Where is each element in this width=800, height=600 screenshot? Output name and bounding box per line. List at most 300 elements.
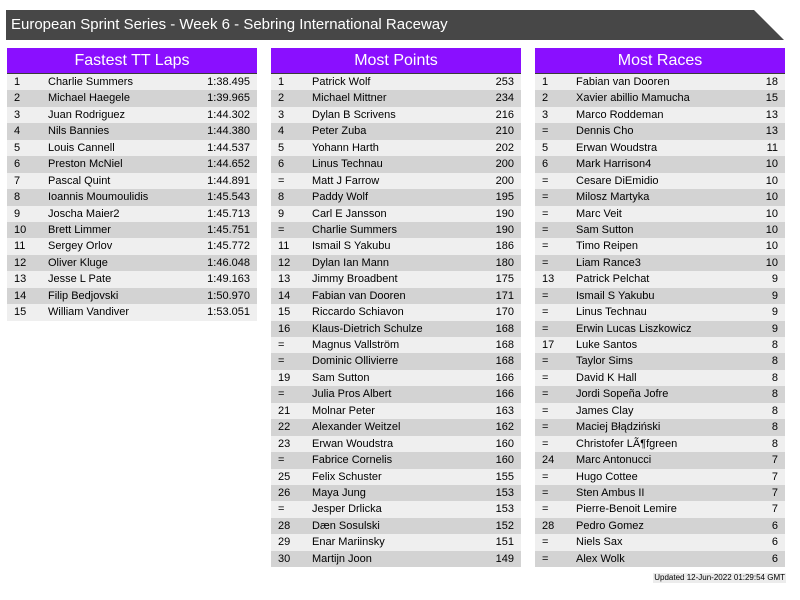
position-cell: = [542, 355, 549, 368]
driver-name-cell: Paddy Wolf [312, 191, 369, 204]
table-row [535, 419, 785, 435]
driver-name-cell: Marc Veit [576, 207, 622, 220]
value-cell: 7 [771, 503, 778, 516]
position-cell: = [542, 125, 549, 138]
driver-name-cell: Erwin Lucas Liszkowicz [576, 322, 692, 335]
value-cell: 10 [765, 240, 778, 253]
driver-name-cell: Jimmy Broadbent [312, 273, 398, 286]
position-cell: 6 [278, 158, 285, 171]
value-cell: 175 [495, 273, 514, 286]
value-cell: 13 [765, 125, 778, 138]
position-cell: 11 [14, 240, 26, 253]
value-cell: 163 [495, 404, 514, 417]
driver-name-cell: Dylan Ian Mann [312, 256, 390, 269]
position-cell: 14 [278, 289, 291, 302]
value-cell: 8 [771, 371, 778, 384]
position-cell: = [542, 437, 549, 450]
table-row [271, 386, 521, 402]
fastest-laps-heading: Fastest TT Laps [7, 48, 257, 74]
value-cell: 13 [765, 108, 778, 121]
table-row [535, 518, 785, 534]
most-points-panel [271, 48, 521, 567]
position-cell: 12 [278, 256, 291, 269]
table-row [271, 156, 521, 172]
table-row [7, 173, 257, 189]
value-cell: 1:44.380 [207, 125, 250, 138]
value-cell: 10 [765, 191, 778, 204]
position-cell: 6 [14, 158, 21, 171]
value-cell: 168 [495, 322, 514, 335]
table-row [271, 353, 521, 369]
table-row [535, 469, 785, 485]
driver-name-cell: Sam Sutton [312, 371, 370, 384]
driver-name-cell: Liam Rance3 [576, 256, 641, 269]
position-cell: = [542, 207, 549, 220]
driver-name-cell: David K Hall [576, 371, 637, 384]
position-cell: 3 [14, 108, 21, 121]
position-cell: 4 [14, 125, 21, 138]
driver-name-cell: Pedro Gomez [576, 519, 644, 532]
table-row [535, 534, 785, 550]
value-cell: 15 [765, 92, 778, 105]
position-cell: = [542, 536, 549, 549]
position-cell: = [278, 223, 285, 236]
table-row [535, 353, 785, 369]
table-row [535, 107, 785, 123]
value-cell: 1:44.652 [207, 158, 250, 171]
driver-name-cell: Xavier abillio Mamucha [576, 92, 690, 105]
table-row [535, 452, 785, 468]
driver-name-cell: Felix Schuster [312, 470, 382, 483]
value-cell: 149 [495, 552, 514, 565]
table-row [271, 469, 521, 485]
table-row [7, 74, 257, 90]
position-cell: = [542, 371, 549, 384]
driver-name-cell: Brett Limmer [48, 223, 111, 236]
driver-name-cell: Louis Cannell [48, 141, 115, 154]
value-cell: 160 [495, 454, 514, 467]
value-cell: 153 [495, 486, 514, 499]
position-cell: = [278, 503, 285, 516]
table-row [271, 189, 521, 205]
position-cell: = [542, 486, 549, 499]
driver-name-cell: Jesse L Pate [48, 273, 112, 286]
position-cell: = [278, 388, 285, 401]
value-cell: 10 [765, 256, 778, 269]
table-row [7, 90, 257, 106]
position-cell: 9 [278, 207, 285, 220]
value-cell: 180 [495, 256, 514, 269]
value-cell: 151 [495, 536, 514, 549]
position-cell: 6 [542, 158, 549, 171]
driver-name-cell: Taylor Sims [576, 355, 633, 368]
position-cell: 28 [278, 519, 291, 532]
value-cell: 152 [495, 519, 514, 532]
driver-name-cell: Juan Rodriguez [48, 108, 126, 121]
driver-name-cell: Matt J Farrow [312, 174, 380, 187]
table-row [7, 304, 257, 320]
position-cell: 5 [542, 141, 549, 154]
value-cell: 7 [771, 486, 778, 499]
position-cell: = [542, 191, 549, 204]
driver-name-cell: Pascal Quint [48, 174, 111, 187]
position-cell: = [542, 322, 549, 335]
driver-name-cell: Julia Pros Albert [312, 388, 392, 401]
table-row [271, 173, 521, 189]
value-cell: 166 [495, 388, 514, 401]
table-row [271, 288, 521, 304]
driver-name-cell: Patrick Wolf [312, 76, 371, 88]
value-cell: 234 [495, 92, 514, 105]
table-row [535, 304, 785, 320]
value-cell: 1:45.543 [207, 191, 250, 204]
table-row [7, 238, 257, 254]
table-row [535, 90, 785, 106]
driver-name-cell: Enar Mariinsky [312, 536, 385, 549]
table-row [271, 337, 521, 353]
position-cell: 5 [14, 141, 21, 154]
position-cell: = [278, 454, 285, 467]
position-cell: 9 [14, 207, 21, 220]
value-cell: 9 [771, 322, 778, 335]
driver-name-cell: Timo Reipen [576, 240, 638, 253]
driver-name-cell: James Clay [576, 404, 634, 417]
driver-name-cell: Riccardo Schiavon [312, 306, 404, 319]
driver-name-cell: Filip Bedjovski [48, 289, 119, 302]
driver-name-cell: Sam Sutton [576, 223, 634, 236]
table-row [271, 370, 521, 386]
most-races-panel [535, 48, 785, 567]
table-row [271, 485, 521, 501]
position-cell: 7 [14, 174, 21, 187]
position-cell: 2 [14, 92, 21, 105]
position-cell: = [542, 421, 549, 434]
driver-name-cell: Alex Wolk [576, 552, 625, 565]
driver-name-cell: Fabian van Dooren [312, 289, 406, 302]
driver-name-cell: Carl E Jansson [312, 207, 387, 220]
table-row [271, 419, 521, 435]
value-cell: 9 [771, 306, 778, 319]
position-cell: 13 [542, 273, 555, 286]
position-cell: = [542, 404, 549, 417]
position-cell: 19 [278, 371, 291, 384]
driver-name-cell: Fabian van Dooren [576, 76, 670, 88]
position-cell: 12 [14, 256, 27, 269]
driver-name-cell: Marc Antonucci [576, 454, 652, 467]
table-row [7, 271, 257, 287]
position-cell: 13 [278, 273, 291, 286]
value-cell: 9 [771, 289, 778, 302]
position-cell: = [542, 470, 549, 483]
position-cell: 21 [278, 404, 291, 417]
driver-name-cell: Dennis Cho [576, 125, 634, 138]
driver-name-cell: Cesare DiEmidio [576, 174, 659, 187]
driver-name-cell: Yohann Harth [312, 141, 379, 154]
driver-name-cell: Martijn Joon [312, 552, 372, 565]
value-cell: 195 [495, 191, 514, 204]
table-row [271, 534, 521, 550]
value-cell: 186 [495, 240, 514, 253]
table-row [271, 140, 521, 156]
position-cell: 15 [14, 306, 27, 319]
value-cell: 153 [495, 503, 514, 516]
table-row [535, 140, 785, 156]
driver-name-cell: Magnus Vallström [312, 339, 400, 351]
value-cell: 1:45.772 [207, 240, 250, 253]
driver-name-cell: Jordi Sopeña Jofre [576, 388, 669, 401]
value-cell: 1:44.537 [207, 141, 250, 154]
value-cell: 168 [495, 339, 514, 351]
position-cell: 30 [278, 552, 291, 565]
value-cell: 1:49.163 [207, 273, 250, 286]
driver-name-cell: Maciej Błądziński [576, 421, 661, 434]
table-row [271, 436, 521, 452]
table-row [7, 123, 257, 139]
position-cell: 11 [278, 240, 290, 253]
driver-name-cell: Marco Roddeman [576, 108, 664, 121]
driver-name-cell: Joscha Maier2 [48, 207, 120, 220]
position-cell: 16 [278, 322, 291, 335]
value-cell: 1:45.713 [207, 207, 250, 220]
table-row [271, 304, 521, 320]
table-row [535, 501, 785, 517]
value-cell: 6 [771, 536, 778, 549]
position-cell: = [542, 306, 549, 319]
value-cell: 190 [495, 207, 514, 220]
value-cell: 18 [765, 76, 778, 88]
value-cell: 1:44.302 [207, 108, 250, 121]
position-cell: 10 [14, 223, 27, 236]
value-cell: 9 [771, 273, 778, 286]
value-cell: 162 [495, 421, 514, 434]
value-cell: 202 [495, 141, 514, 154]
position-cell: 13 [14, 273, 27, 286]
value-cell: 253 [495, 76, 514, 88]
value-cell: 10 [765, 207, 778, 220]
driver-name-cell: Ioannis Moumoulidis [48, 191, 149, 204]
position-cell: = [542, 223, 549, 236]
driver-name-cell: Erwan Woudstra [576, 141, 658, 154]
position-cell: 25 [278, 470, 291, 483]
position-cell: 22 [278, 421, 291, 434]
position-cell: 1 [542, 76, 549, 88]
driver-name-cell: Charlie Summers [48, 76, 133, 88]
driver-name-cell: Dominic Ollivierre [312, 355, 399, 368]
driver-name-cell: William Vandiver [48, 306, 130, 319]
table-row [271, 107, 521, 123]
driver-name-cell: Christofer LÃ¶fgreen [576, 437, 678, 450]
table-row [7, 140, 257, 156]
driver-name-cell: Pierre-Benoit Lemire [576, 503, 677, 516]
updated-timestamp: Updated 12-Jun-2022 01:29:54 GMT [654, 573, 785, 582]
driver-name-cell: Sergey Orlov [48, 240, 113, 253]
value-cell: 8 [771, 388, 778, 401]
driver-name-cell: Niels Sax [576, 536, 623, 549]
position-cell: 1 [14, 76, 21, 88]
value-cell: 8 [771, 404, 778, 417]
driver-name-cell: Sten Ambus II [576, 486, 645, 499]
table-row [7, 288, 257, 304]
driver-name-cell: Dæn Sosulski [312, 519, 380, 532]
value-cell: 200 [495, 158, 514, 171]
value-cell: 1:46.048 [207, 256, 250, 269]
table-row [271, 222, 521, 238]
driver-name-cell: Jesper Drlicka [312, 503, 382, 516]
position-cell: = [278, 339, 285, 351]
value-cell: 11 [766, 141, 778, 154]
table-row [271, 74, 521, 90]
table-row [535, 337, 785, 353]
position-cell: 15 [278, 306, 291, 319]
position-cell: 26 [278, 486, 291, 499]
value-cell: 8 [771, 355, 778, 368]
most-points-heading: Most Points [271, 48, 521, 74]
driver-name-cell: Ismail S Yakubu [312, 240, 391, 253]
table-row [535, 403, 785, 419]
position-cell: 24 [542, 454, 555, 467]
position-cell: = [542, 552, 549, 565]
position-cell: 5 [278, 141, 285, 154]
table-row [271, 501, 521, 517]
position-cell: 17 [542, 339, 555, 351]
driver-name-cell: Preston McNiel [48, 158, 123, 171]
table-row [7, 222, 257, 238]
position-cell: = [542, 240, 549, 253]
position-cell: 28 [542, 519, 555, 532]
value-cell: 8 [771, 339, 778, 351]
most-points-list [271, 74, 521, 567]
position-cell: 1 [278, 76, 285, 88]
value-cell: 160 [495, 437, 514, 450]
table-row [535, 288, 785, 304]
value-cell: 1:44.891 [207, 174, 250, 187]
table-row [7, 107, 257, 123]
table-row [271, 321, 521, 337]
driver-name-cell: Erwan Woudstra [312, 437, 394, 450]
driver-name-cell: Nils Bannies [48, 125, 110, 138]
position-cell: 23 [278, 437, 291, 450]
position-cell: 8 [278, 191, 285, 204]
table-row [271, 271, 521, 287]
value-cell: 8 [771, 437, 778, 450]
value-cell: 155 [495, 470, 514, 483]
driver-name-cell: Michael Mittner [312, 92, 387, 105]
value-cell: 10 [765, 223, 778, 236]
value-cell: 210 [495, 125, 514, 138]
driver-name-cell: Michael Haegele [48, 92, 130, 105]
value-cell: 7 [771, 470, 778, 483]
driver-name-cell: Hugo Cottee [576, 470, 638, 483]
value-cell: 1:50.970 [207, 289, 250, 302]
table-row [535, 370, 785, 386]
table-row [271, 238, 521, 254]
value-cell: 7 [771, 454, 778, 467]
driver-name-cell: Milosz Martyka [576, 191, 650, 204]
value-cell: 1:45.751 [207, 223, 250, 236]
table-row [271, 518, 521, 534]
most-races-heading: Most Races [535, 48, 785, 74]
value-cell: 10 [765, 174, 778, 187]
table-row [7, 156, 257, 172]
position-cell: 3 [542, 108, 549, 121]
position-cell: 2 [542, 92, 549, 105]
driver-name-cell: Alexander Weitzel [312, 421, 401, 434]
position-cell: 14 [14, 289, 27, 302]
value-cell: 6 [771, 552, 778, 565]
most-races-list [535, 74, 785, 567]
table-row [535, 206, 785, 222]
table-row [535, 156, 785, 172]
table-row [271, 255, 521, 271]
table-row [271, 551, 521, 567]
table-row [535, 485, 785, 501]
driver-name-cell: Linus Technau [312, 158, 383, 171]
driver-name-cell: Charlie Summers [312, 223, 397, 236]
value-cell: 1:38.495 [207, 76, 250, 88]
driver-name-cell: Dylan B Scrivens [312, 108, 396, 121]
table-row [271, 206, 521, 222]
table-row [535, 551, 785, 567]
position-cell: 3 [278, 108, 285, 121]
position-cell: = [278, 174, 285, 187]
value-cell: 1:53.051 [207, 306, 250, 319]
table-row [7, 189, 257, 205]
value-cell: 190 [495, 223, 514, 236]
position-cell: 29 [278, 536, 291, 549]
table-row [7, 206, 257, 222]
fastest-laps-list [7, 74, 257, 321]
position-cell: 4 [278, 125, 285, 138]
driver-name-cell: Linus Technau [576, 306, 647, 319]
driver-name-cell: Maya Jung [312, 486, 366, 499]
table-row [535, 271, 785, 287]
table-row [535, 255, 785, 271]
position-cell: 8 [14, 191, 21, 204]
driver-name-cell: Mark Harrison4 [576, 158, 652, 171]
driver-name-cell: Patrick Pelchat [576, 273, 650, 286]
value-cell: 1:39.965 [207, 92, 250, 105]
driver-name-cell: Luke Santos [576, 339, 638, 351]
position-cell: 2 [278, 92, 285, 105]
table-row [535, 189, 785, 205]
table-row [535, 74, 785, 90]
table-row [535, 123, 785, 139]
value-cell: 216 [495, 108, 514, 121]
value-cell: 200 [495, 174, 514, 187]
value-cell: 170 [495, 306, 514, 319]
driver-name-cell: Oliver Kluge [48, 256, 108, 269]
position-cell: = [542, 388, 549, 401]
value-cell: 10 [765, 158, 778, 171]
driver-name-cell: Klaus-Dietrich Schulze [312, 322, 423, 335]
table-row [271, 90, 521, 106]
table-row [271, 403, 521, 419]
position-cell: = [542, 256, 549, 269]
value-cell: 8 [771, 421, 778, 434]
driver-name-cell: Molnar Peter [312, 404, 375, 417]
value-cell: 171 [495, 289, 514, 302]
table-row [535, 436, 785, 452]
value-cell: 168 [495, 355, 514, 368]
table-row [271, 452, 521, 468]
value-cell: 6 [771, 519, 778, 532]
table-row [7, 255, 257, 271]
position-cell: = [542, 503, 549, 516]
table-row [535, 238, 785, 254]
position-cell: = [542, 289, 549, 302]
driver-name-cell: Fabrice Cornelis [312, 454, 393, 467]
page-title: European Sprint Series - Week 6 - Sebring International Raceway [11, 16, 448, 33]
